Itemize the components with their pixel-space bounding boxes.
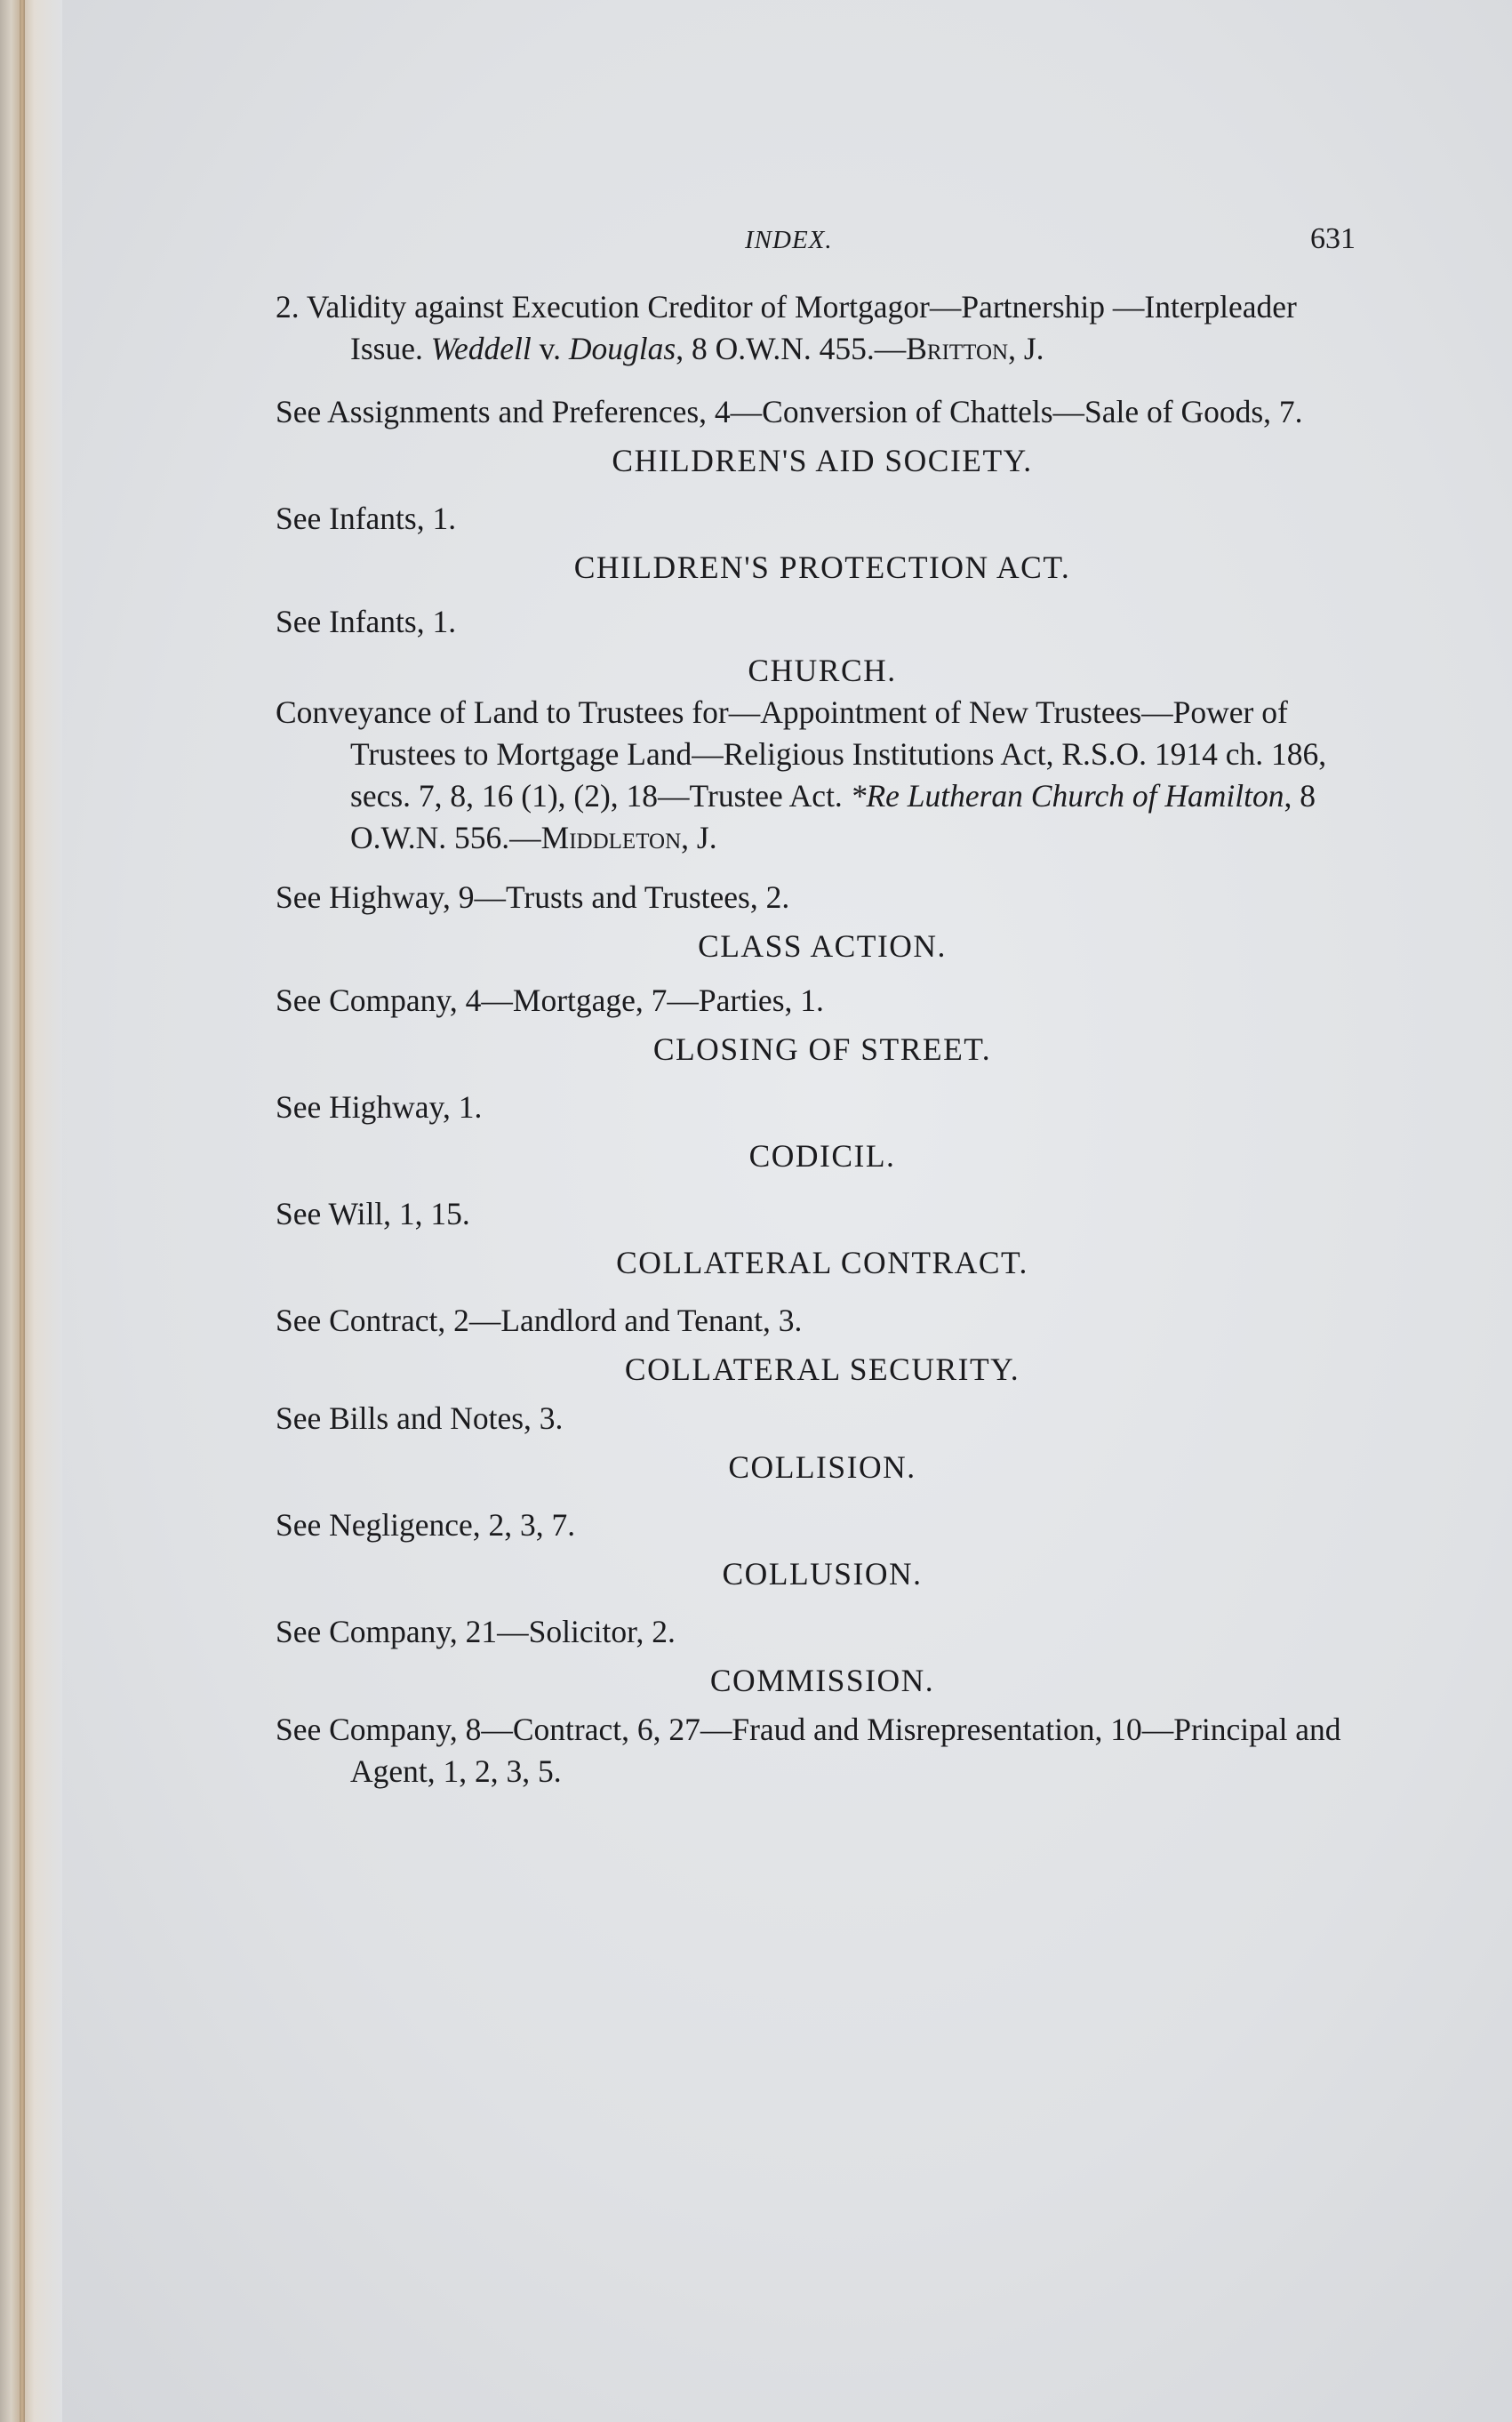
running-head: INDEX. [745,226,833,254]
see-reference: See Assignments and Preferences, 4—Conversion of Chattels—Sale of Goods, 7. [276,394,1303,429]
heading-collusion: COLLUSION. [722,1556,923,1592]
heading-collision: COLLISION. [728,1449,916,1485]
index-content [276,286,1369,1792]
case-name: Weddell [430,331,532,366]
see-reference: See Highway, 1. [276,1089,483,1125]
heading-class-action: CLASS ACTION. [698,928,947,964]
entry-validity-against-creditor: 2. Validity against Execution Creditor of Mortgagor—Partnership —Interpleader Issue. Weddell v. Douglas, 8 O.W.N. 455.—Britton, J. [276,289,1297,366]
see-reference: See Will, 1, 15. [276,1196,470,1231]
heading-commission: COMMISSION. [709,1663,935,1698]
see-reference: See Negligence, 2, 3, 7. [276,1507,576,1543]
heading-childrens-aid-society: CHILDREN'S AID SOCIETY. [612,443,1033,478]
spine-binding-line [20,0,25,2422]
see-reference: See Company, 4—Mortgage, 7—Parties, 1. [276,982,824,1018]
see-reference: See Company, 8—Contract, 6, 27—Fraud and Misrepresentation, 10—Principal and Agent, 1, 2, 3, 5. [276,1712,1341,1789]
page-header [0,222,1512,265]
book-spine-shadow [0,0,62,2422]
entry-church-conveyance: Conveyance of Land to Trustees for—Appointment of New Trustees—Power of Trustees to Mortgage Land—Religious Institutions Act, R.S.O. 1914 ch. 186, secs. 7, 8, 16 (1), (2), 18—Trustee Act. *Re Lutheran Church of Hamilton, 8 O.W.N. 556.—Middleton, J. [276,694,1327,855]
judge-name: Middleton [540,820,682,855]
see-reference: See Highway, 9—Trusts and Trustees, 2. [276,879,790,915]
see-reference: See Bills and Notes, 3. [276,1400,564,1436]
see-reference: See Company, 21—Solicitor, 2. [276,1614,676,1649]
heading-collateral-security: COLLATERAL SECURITY. [624,1351,1020,1387]
case-name: Douglas [568,331,676,366]
judge-name: Britton [906,331,1009,366]
heading-childrens-protection-act: CHILDREN'S PROTECTION ACT. [573,549,1071,585]
see-reference: See Contract, 2—Landlord and Tenant, 3. [276,1303,803,1338]
heading-collateral-contract: COLLATERAL CONTRACT. [616,1245,1028,1280]
heading-codicil: CODICIL. [748,1138,896,1174]
see-reference: See Infants, 1. [276,501,457,536]
heading-closing-of-street: CLOSING OF STREET. [652,1031,992,1067]
heading-church: CHURCH. [748,653,897,688]
page-number: 631 [1310,222,1356,255]
case-name: *Re Lutheran Church of Hamilton [850,778,1284,814]
see-reference: See Infants, 1. [276,604,457,639]
